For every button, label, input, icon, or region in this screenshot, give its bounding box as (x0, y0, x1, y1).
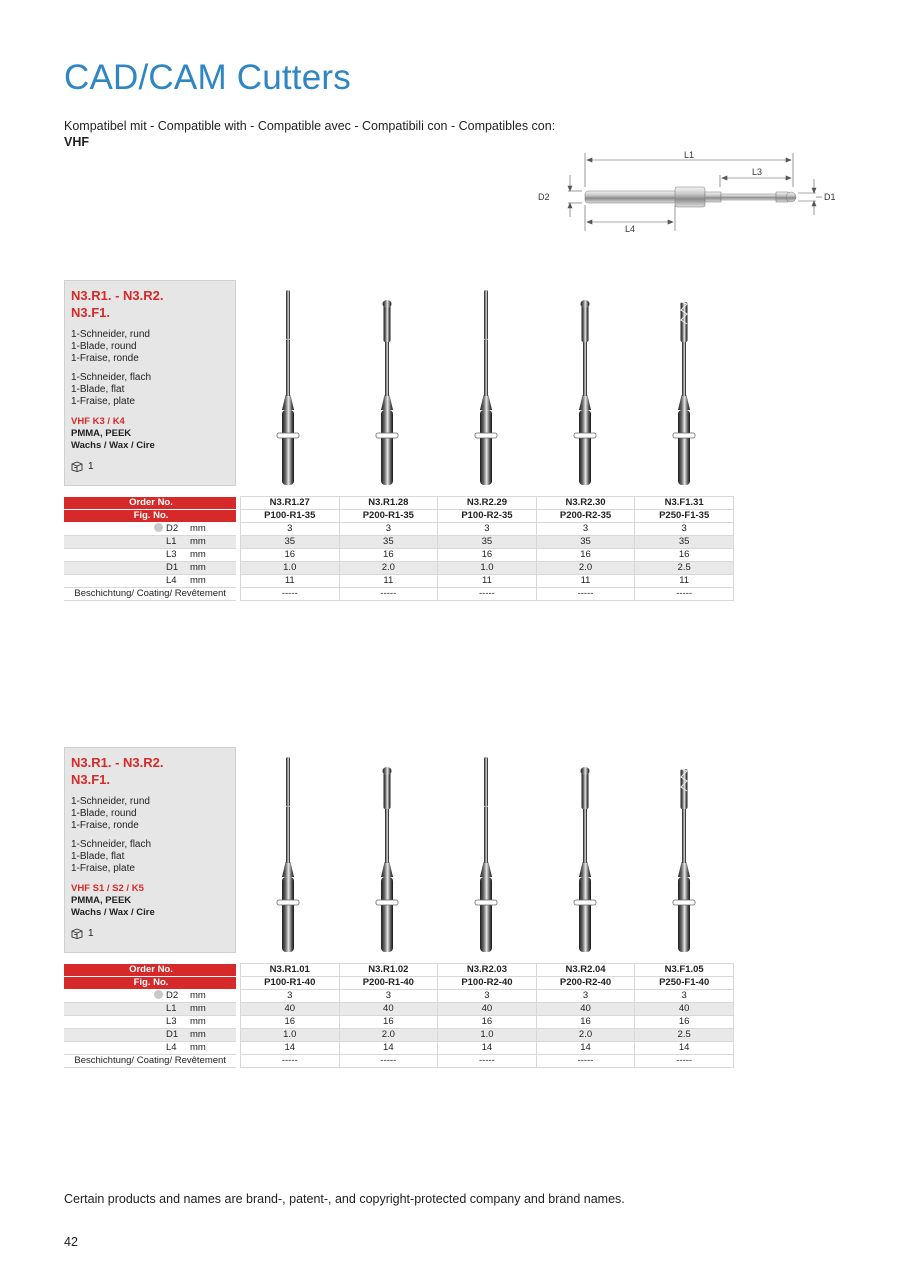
label-d1: D1 (824, 192, 836, 202)
table-cell: 40 (240, 1003, 339, 1016)
pack-quantity (71, 461, 229, 472)
table-cell: 16 (339, 1016, 438, 1029)
table-cell: 11 (240, 575, 339, 588)
table-cell: 40 (536, 1003, 635, 1016)
materials-line-2: Wachs / Wax / Cire (71, 440, 155, 451)
table-cell: P100-R2-35 (438, 510, 537, 523)
row-fig-no (64, 977, 734, 990)
table-cell: 35 (635, 536, 734, 549)
table-cell: N3.R2.30 (536, 497, 635, 510)
table-cell: P250-F1-35 (635, 510, 734, 523)
table-cell: 11 (536, 575, 635, 588)
row-l1 (64, 536, 734, 549)
row-l4 (64, 575, 734, 588)
row-l3 (64, 549, 734, 562)
tool-illustration-2 (376, 300, 398, 485)
table-cell: 1.0 (240, 1029, 339, 1042)
row-label: L4 mm (64, 1042, 236, 1055)
product-code-range-2: N3.F1. (71, 305, 111, 320)
product-info-box (64, 280, 236, 486)
table-cell: P200-R1-40 (339, 977, 438, 990)
machine-compatibility: VHF K3 / K4 (71, 416, 125, 427)
tool-illustration-2 (376, 767, 398, 952)
product-code-range: N3.R1. - N3.R2. (71, 288, 164, 303)
tool-illustration-4 (574, 767, 596, 952)
footer-note: Certain products and names are brand-, patent-, and copyright-protected company and brand names. (64, 1192, 625, 1206)
row-coating (64, 1055, 734, 1068)
table-cell: P200-R1-35 (339, 510, 438, 523)
row-label: D2 mm (64, 523, 236, 536)
table-cell: 3 (536, 523, 635, 536)
row-l3 (64, 1016, 734, 1029)
row-label: Fig. No. (64, 977, 236, 990)
row-label: Beschichtung/ Coating/ Revêtement (64, 588, 236, 601)
tool-illustration-5 (673, 769, 695, 952)
description-round (71, 796, 229, 832)
desc-en: 1-Blade, round (71, 341, 137, 352)
label-l4: L4 (625, 224, 636, 234)
table-cell: P100-R1-40 (240, 977, 339, 990)
table-cell: 11 (438, 575, 537, 588)
table-cell: 2.5 (635, 1029, 734, 1042)
table-cell: P200-R2-35 (536, 510, 635, 523)
row-label: L1 mm (64, 1003, 236, 1016)
table-cell: 3 (240, 990, 339, 1003)
shank-dot-icon (154, 523, 163, 532)
table-cell: P100-R1-35 (240, 510, 339, 523)
table-cell: P100-R2-40 (438, 977, 537, 990)
product-code-range-2: N3.F1. (71, 772, 111, 787)
desc-fr: 1-Fraise, plate (71, 396, 135, 407)
row-label: L3 mm (64, 549, 236, 562)
table-cell: ----- (438, 588, 537, 601)
table-cell: 2.0 (536, 1029, 635, 1042)
label-l3: L3 (752, 167, 763, 177)
table-cell: 2.0 (339, 1029, 438, 1042)
table-cell: ----- (438, 1055, 537, 1068)
page-number: 42 (64, 1235, 78, 1249)
table-cell: 40 (339, 1003, 438, 1016)
table-cell: N3.F1.05 (635, 964, 734, 977)
product-info-box (64, 747, 236, 953)
row-order-no (64, 497, 734, 510)
table-cell: 14 (635, 1042, 734, 1055)
row-order-no (64, 964, 734, 977)
tool-illustration-4 (574, 300, 596, 485)
description-round (71, 329, 229, 365)
row-label: L4 mm (64, 575, 236, 588)
table-cell: ----- (240, 588, 339, 601)
table-cell: 3 (339, 990, 438, 1003)
row-l4 (64, 1042, 734, 1055)
tool-illustration-1 (277, 757, 299, 952)
table-cell: 3 (635, 990, 734, 1003)
tool-illustrations (239, 747, 734, 953)
compatibility-note (64, 118, 555, 150)
table-cell: 35 (438, 536, 537, 549)
table-cell: P250-F1-40 (635, 977, 734, 990)
package-icon (71, 928, 83, 939)
table-cell: N3.R2.29 (438, 497, 537, 510)
table-cell: 2.0 (536, 562, 635, 575)
row-label: D1 mm (64, 562, 236, 575)
table-cell: N3.R2.04 (536, 964, 635, 977)
table-cell: N3.R1.28 (339, 497, 438, 510)
table-cell: 16 (536, 549, 635, 562)
row-label: D2 mm (64, 990, 236, 1003)
table-cell: 16 (240, 1016, 339, 1029)
desc-fr: 1-Fraise, ronde (71, 353, 139, 364)
spec-table (64, 963, 734, 1068)
shank-dot-icon (154, 990, 163, 999)
desc-fr: 1-Fraise, plate (71, 863, 135, 874)
table-cell: 14 (536, 1042, 635, 1055)
table-cell: 3 (635, 523, 734, 536)
table-cell: 35 (240, 536, 339, 549)
row-d1 (64, 1029, 734, 1042)
table-cell: P200-R2-40 (536, 977, 635, 990)
row-label: D1 mm (64, 1029, 236, 1042)
table-cell: N3.R1.27 (240, 497, 339, 510)
table-cell: N3.R1.01 (240, 964, 339, 977)
table-cell: 1.0 (240, 562, 339, 575)
table-cell: 14 (438, 1042, 537, 1055)
row-label: Fig. No. (64, 510, 236, 523)
table-cell: 1.0 (438, 562, 537, 575)
tool-illustrations (239, 280, 734, 486)
table-cell: 14 (339, 1042, 438, 1055)
tool-illustration-5 (673, 302, 695, 485)
row-d1 (64, 562, 734, 575)
table-cell: 16 (438, 1016, 537, 1029)
table-cell: 2.5 (635, 562, 734, 575)
row-fig-no (64, 510, 734, 523)
table-cell: 3 (438, 990, 537, 1003)
table-cell: 3 (240, 523, 339, 536)
description-flat (71, 372, 229, 408)
compatibility-brand: VHF (64, 135, 89, 149)
table-cell: 16 (339, 549, 438, 562)
table-cell: N3.R1.02 (339, 964, 438, 977)
package-icon (71, 461, 83, 472)
pack-quantity-value: 1 (88, 928, 94, 939)
desc-de: 1-Schneider, rund (71, 796, 150, 807)
desc-de: 1-Schneider, flach (71, 372, 152, 383)
desc-fr: 1-Fraise, ronde (71, 820, 139, 831)
table-cell: 14 (240, 1042, 339, 1055)
row-d2 (64, 523, 734, 536)
table-cell: ----- (536, 588, 635, 601)
row-label: L3 mm (64, 1016, 236, 1029)
materials-line-2: Wachs / Wax / Cire (71, 907, 155, 918)
tool-illustration-1 (277, 290, 299, 485)
row-coating (64, 588, 734, 601)
desc-en: 1-Blade, flat (71, 851, 125, 862)
table-cell: 1.0 (438, 1029, 537, 1042)
table-cell: ----- (339, 588, 438, 601)
table-cell: 16 (635, 549, 734, 562)
table-cell: 11 (339, 575, 438, 588)
desc-en: 1-Blade, round (71, 808, 137, 819)
tool-illustration-3 (475, 290, 497, 485)
page-title: CAD/CAM Cutters (64, 58, 351, 97)
compatibility-line: Kompatibel mit - Compatible with - Compatible avec - Compatibili con - Compatibles con: (64, 119, 556, 133)
row-label: Order No. (64, 497, 236, 510)
row-l1 (64, 1003, 734, 1016)
table-cell: ----- (635, 588, 734, 601)
table-cell: 35 (536, 536, 635, 549)
spec-table (64, 496, 734, 601)
desc-en: 1-Blade, flat (71, 384, 125, 395)
description-flat (71, 839, 229, 875)
table-cell: N3.F1.31 (635, 497, 734, 510)
dimension-diagram (530, 145, 840, 240)
table-cell: 2.0 (339, 562, 438, 575)
table-cell: ----- (339, 1055, 438, 1068)
tool-illustration-3 (475, 757, 497, 952)
materials-line-1: PMMA, PEEK (71, 895, 132, 906)
pack-quantity-value: 1 (88, 461, 94, 472)
label-d2: D2 (538, 192, 550, 202)
table-cell: 16 (438, 549, 537, 562)
table-cell: 3 (438, 523, 537, 536)
product-code-range: N3.R1. - N3.R2. (71, 755, 164, 770)
table-cell: ----- (536, 1055, 635, 1068)
table-cell: N3.R2.03 (438, 964, 537, 977)
table-cell: 3 (339, 523, 438, 536)
desc-de: 1-Schneider, rund (71, 329, 150, 340)
row-label: Order No. (64, 964, 236, 977)
table-cell: 40 (438, 1003, 537, 1016)
table-cell: 11 (635, 575, 734, 588)
label-l1: L1 (684, 150, 695, 160)
table-cell: ----- (635, 1055, 734, 1068)
table-cell: 16 (635, 1016, 734, 1029)
table-cell: 40 (635, 1003, 734, 1016)
machine-compatibility: VHF S1 / S2 / K5 (71, 883, 144, 894)
table-cell: 16 (536, 1016, 635, 1029)
row-label: Beschichtung/ Coating/ Revêtement (64, 1055, 236, 1068)
pack-quantity (71, 928, 229, 939)
table-cell: 16 (240, 549, 339, 562)
table-cell: ----- (240, 1055, 339, 1068)
row-label: L1 mm (64, 536, 236, 549)
materials-line-1: PMMA, PEEK (71, 428, 132, 439)
table-cell: 3 (536, 990, 635, 1003)
table-cell: 35 (339, 536, 438, 549)
desc-de: 1-Schneider, flach (71, 839, 152, 850)
row-d2 (64, 990, 734, 1003)
